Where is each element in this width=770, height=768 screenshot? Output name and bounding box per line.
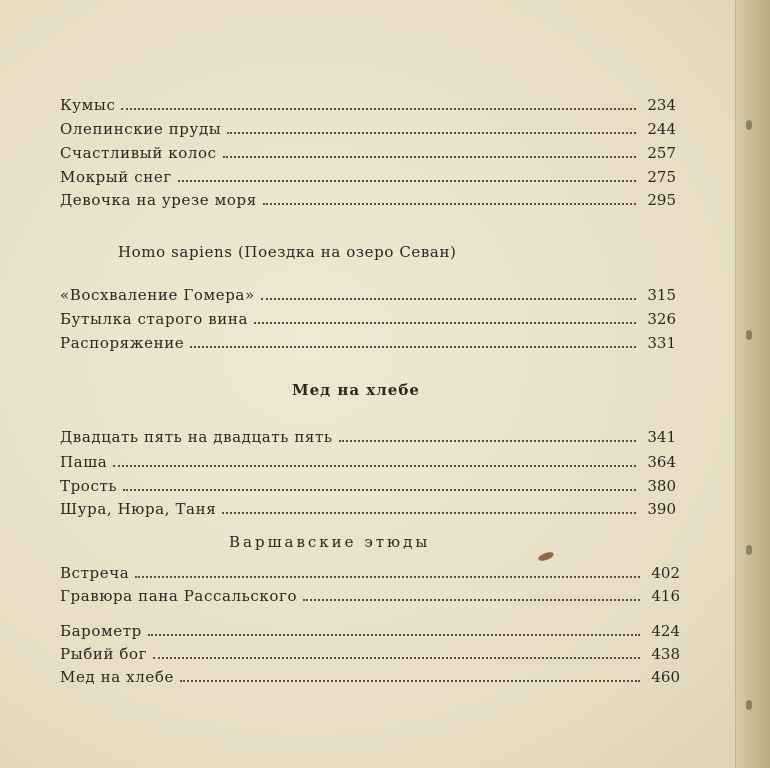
dot-leader	[222, 511, 636, 514]
dot-leader	[190, 345, 636, 348]
dot-leader	[148, 633, 640, 636]
toc-entry-title: Двадцать пять на двадцать пять	[60, 428, 333, 446]
section-heading: Homo sapiens (Поездка на озеро Севан)	[118, 243, 457, 261]
toc-entry[interactable]	[60, 189, 676, 211]
toc-entry-title: Девочка на урезе моря	[60, 191, 257, 209]
toc-entry[interactable]	[60, 451, 676, 473]
toc-entry-page: 275	[647, 168, 676, 186]
toc-entry[interactable]	[60, 426, 676, 448]
toc-entry[interactable]	[60, 94, 676, 116]
toc-entry-page: 438	[651, 645, 680, 663]
toc-entry-title: Встреча	[60, 564, 130, 582]
toc-entry-title: Мед на хлебе	[60, 668, 174, 686]
toc-entry-page: 234	[647, 96, 676, 114]
toc-entry-page: 380	[647, 477, 676, 495]
toc-entry-title: «Восхваление Гомера»	[60, 286, 255, 304]
toc-entry-page: 364	[647, 453, 676, 471]
toc-entry[interactable]	[60, 666, 680, 688]
toc-entry[interactable]	[60, 284, 676, 306]
toc-entry-title: Кумыс	[60, 96, 116, 114]
dot-leader	[123, 488, 636, 491]
dot-leader	[178, 179, 636, 182]
toc-entry-title: Паша	[60, 453, 108, 471]
toc-entry-title: Олепинские пруды	[60, 120, 222, 138]
dot-leader	[303, 598, 640, 601]
toc-entry-title: Бутылка старого вина	[60, 310, 249, 328]
dot-leader	[113, 464, 636, 467]
toc-entry[interactable]	[60, 475, 676, 497]
toc-entry-page: 244	[647, 120, 676, 138]
toc-entry[interactable]	[60, 620, 680, 642]
section-heading: Мед на хлебе	[292, 381, 420, 399]
toc-entry-title: Мокрый снег	[60, 168, 172, 186]
toc-entry-page: 416	[651, 587, 680, 605]
toc-entry-title: Гравюра пана Рассальского	[60, 587, 298, 605]
toc-entry[interactable]	[60, 118, 676, 140]
dot-leader	[223, 155, 636, 158]
toc-entry[interactable]	[60, 643, 680, 665]
dot-leader	[261, 297, 636, 300]
dot-leader	[153, 656, 640, 659]
toc-entry-page: 460	[651, 668, 680, 686]
toc-entry-title: Шура, Нюра, Таня	[60, 500, 217, 518]
toc-entry[interactable]	[60, 562, 680, 584]
dot-leader	[121, 107, 636, 110]
toc-entry-page: 331	[647, 334, 676, 352]
toc-entry-page: 315	[647, 286, 676, 304]
toc-entry[interactable]	[60, 166, 676, 188]
dot-leader	[254, 321, 636, 324]
toc-entry[interactable]	[60, 308, 676, 330]
toc-entry-title: Распоряжение	[60, 334, 185, 352]
toc-entry-page: 424	[651, 622, 680, 640]
toc-entry-title: Счастливый колос	[60, 144, 217, 162]
toc-entry-page: 341	[647, 428, 676, 446]
toc-entry-title: Барометр	[60, 622, 142, 640]
toc-entry-title: Рыбий бог	[60, 645, 148, 663]
toc-entry-page: 390	[647, 500, 676, 518]
toc-entry[interactable]	[60, 498, 676, 520]
section-heading: Варшавские этюды	[229, 533, 431, 551]
dot-leader	[263, 202, 636, 205]
toc-entry-page: 295	[647, 191, 676, 209]
dot-leader	[227, 131, 636, 134]
toc-entry-title: Трость	[60, 477, 118, 495]
dot-leader	[339, 439, 636, 442]
toc-entry[interactable]	[60, 332, 676, 354]
toc-entry-page: 326	[647, 310, 676, 328]
dot-leader	[135, 575, 640, 578]
toc-entry-page: 257	[647, 144, 676, 162]
toc-entry[interactable]	[60, 142, 676, 164]
toc-entry-page: 402	[651, 564, 680, 582]
dot-leader	[180, 679, 640, 682]
toc-entry[interactable]	[60, 585, 680, 607]
